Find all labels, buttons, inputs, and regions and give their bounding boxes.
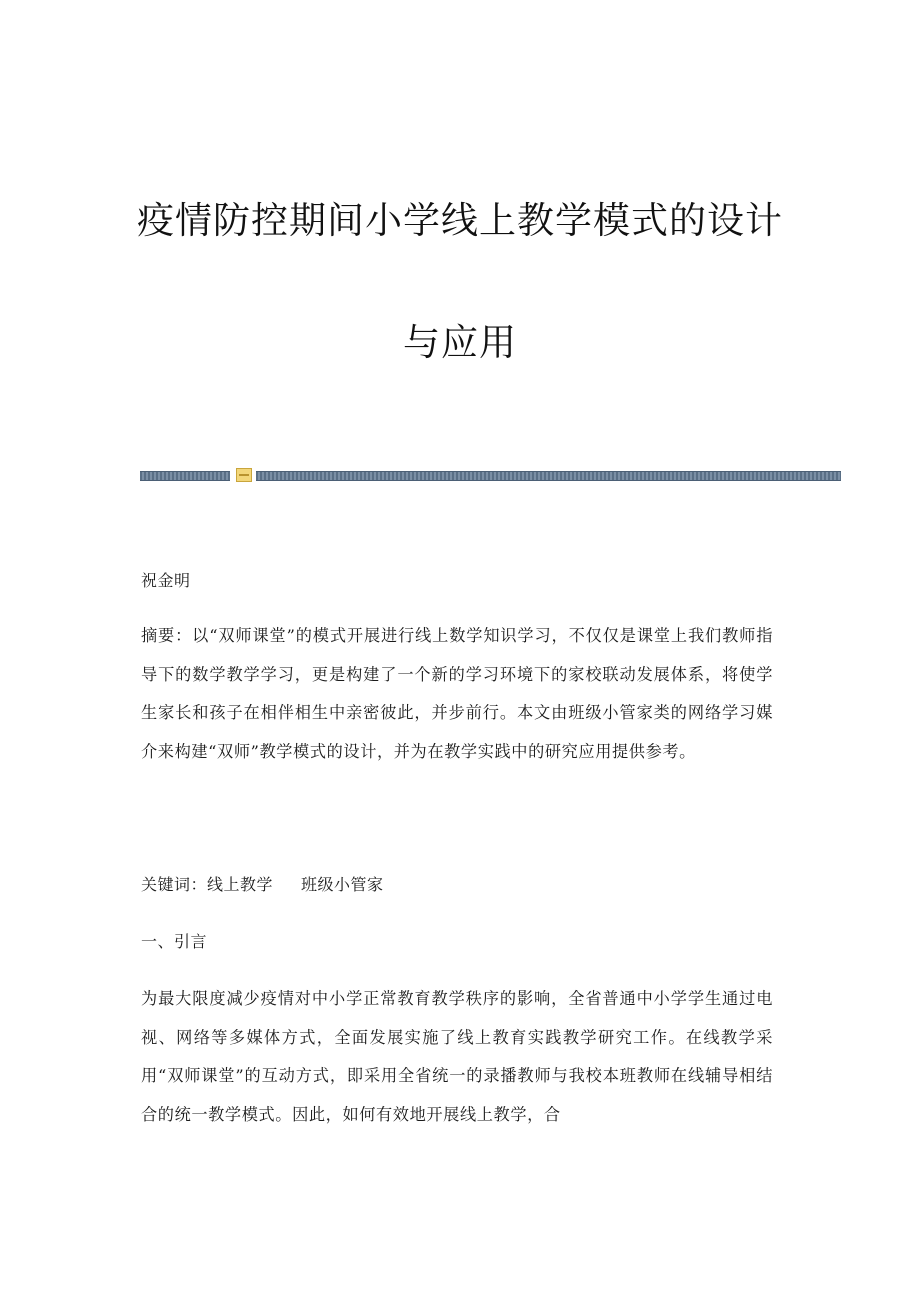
- keywords: [141, 870, 781, 900]
- author-name: 祝金明: [141, 571, 191, 590]
- abstract-label: 摘要：: [141, 626, 193, 645]
- abstract: [141, 617, 773, 771]
- abstract-text: 以“双师课堂”的模式开展进行线上数学知识学习，不仅仅是课堂上我们教师指导下的数学教学学习，更是构建了一个新的学习环境下的家校联动发展体系，将使学生家长和孩子在相伴相生中亲密彼此，并步前行。本文由班级小管家类的网络学习媒介来构建“双师”教学模式的设计，并为在教学实践中的研究应用提供参考。: [141, 626, 773, 761]
- keyword-item: 线上教学: [207, 875, 274, 894]
- title-divider-left: [140, 471, 230, 481]
- title-divider-right: [256, 471, 841, 481]
- intro-paragraph: 为最大限度减少疫情对中小学正常教育教学秩序的影响，全省普通中小学学生通过电视、网络等多媒体方式，全面发展实施了线上教育实践教学研究工作。在线教学采用“双师课堂”的互动方式，即采用全省统一的录播教师与我校本班教师在线辅导相结合的统一教学模式。因此，如何有效地开展线上教学，合: [141, 989, 773, 1124]
- keywords-label: 关键词：: [141, 875, 208, 894]
- document-title-line-2: 与应用: [403, 321, 517, 364]
- section-heading: 一、引言: [141, 932, 208, 951]
- divider-ornament-icon: [236, 468, 252, 482]
- keyword-item: 班级小管家: [301, 875, 384, 894]
- document-title-line-1: 疫情防控期间小学线上教学模式的设计: [137, 199, 783, 242]
